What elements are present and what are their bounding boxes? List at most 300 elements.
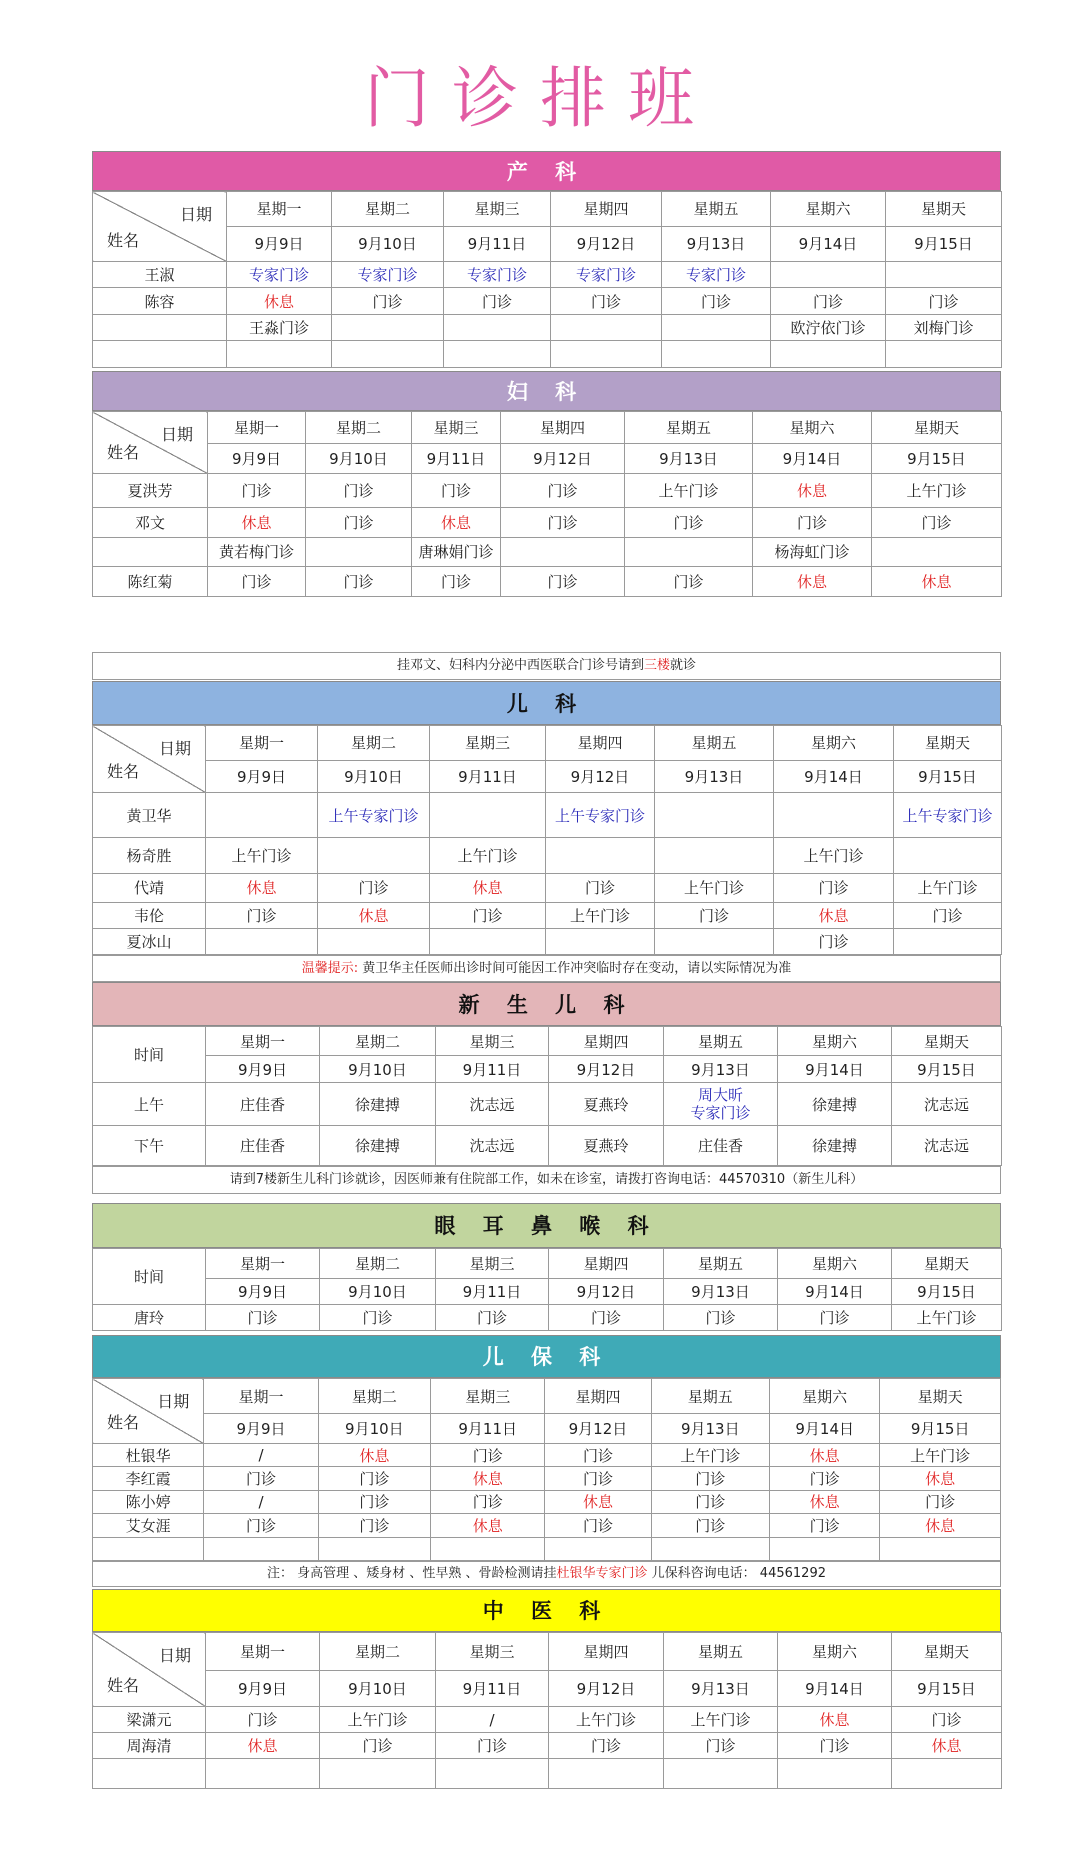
schedule-cell bbox=[892, 1759, 1002, 1789]
weekday-header: 星期五 bbox=[664, 1249, 778, 1279]
schedule-cell: 门诊 bbox=[501, 474, 625, 508]
schedule-cell: 门诊 bbox=[753, 508, 872, 538]
schedule-cell bbox=[431, 1537, 545, 1560]
date-name-corner bbox=[93, 412, 208, 474]
weekday-header: 星期二 bbox=[306, 412, 412, 444]
schedule-cell: 沈志远 bbox=[892, 1083, 1002, 1126]
schedule-cell bbox=[206, 793, 318, 837]
date-header: 9月10日 bbox=[320, 1056, 436, 1083]
date-header: 9月15日 bbox=[894, 760, 1002, 793]
schedule-cell: 沈志远 bbox=[436, 1126, 549, 1166]
name-label: 姓名 bbox=[107, 230, 140, 250]
date-header: 9月11日 bbox=[431, 1414, 545, 1444]
schedule-cell bbox=[430, 928, 546, 954]
child-health-header: 儿 保 科 bbox=[92, 1335, 1001, 1378]
pediatrics-table bbox=[92, 725, 1001, 955]
schedule-cell: 休息 bbox=[431, 1514, 545, 1537]
schedule-cell: 休息 bbox=[227, 288, 332, 315]
schedule-cell bbox=[880, 1537, 1001, 1560]
schedule-cell: 门诊 bbox=[651, 1490, 770, 1513]
schedule-cell: 专家门诊 bbox=[332, 261, 444, 288]
schedule-cell: 休息 bbox=[880, 1467, 1001, 1490]
table-row bbox=[93, 1126, 1002, 1166]
table-row bbox=[93, 1514, 1001, 1537]
doctor-name bbox=[93, 1759, 206, 1789]
weekday-header: 星期天 bbox=[872, 412, 1002, 444]
weekday-header: 星期二 bbox=[318, 1379, 430, 1414]
schedule-cell bbox=[655, 928, 774, 954]
schedule-cell: 门诊 bbox=[431, 1490, 545, 1513]
schedule-cell: 上午门诊 bbox=[549, 1707, 664, 1733]
weekday-header: 星期五 bbox=[625, 412, 753, 444]
schedule-cell bbox=[204, 1537, 318, 1560]
schedule-cell: 门诊 bbox=[651, 1514, 770, 1537]
schedule-cell: 门诊 bbox=[651, 1467, 770, 1490]
page-title: 门诊排班 bbox=[364, 60, 716, 137]
weekday-header: 星期六 bbox=[774, 726, 894, 761]
date-label: 日期 bbox=[160, 425, 193, 444]
schedule-cell bbox=[227, 341, 332, 368]
schedule-cell bbox=[872, 538, 1002, 566]
weekday-header: 星期四 bbox=[546, 726, 655, 761]
schedule-cell: 门诊 bbox=[770, 1467, 880, 1490]
weekday-header: 星期六 bbox=[770, 1379, 880, 1414]
date-header: 9月14日 bbox=[771, 226, 886, 261]
name-label: 姓名 bbox=[107, 762, 140, 782]
date-header: 9月12日 bbox=[549, 1671, 664, 1707]
schedule-cell: 门诊 bbox=[545, 1467, 651, 1490]
schedule-cell bbox=[501, 538, 625, 566]
weekday-header: 星期一 bbox=[206, 1633, 320, 1671]
weekday-header: 星期天 bbox=[892, 1027, 1002, 1056]
date-header: 9月12日 bbox=[501, 443, 625, 473]
schedule-cell: 休息 bbox=[206, 873, 318, 902]
schedule-cell: 上午专家门诊 bbox=[894, 793, 1002, 837]
schedule-cell: 门诊 bbox=[306, 566, 412, 596]
schedule-cell: 休息 bbox=[412, 508, 501, 538]
weekday-header: 星期三 bbox=[436, 1249, 549, 1279]
schedule-cell: 休息 bbox=[892, 1733, 1002, 1759]
schedule-cell: 王淼门诊 bbox=[227, 314, 332, 341]
schedule-cell bbox=[551, 314, 662, 341]
weekday-header: 星期六 bbox=[753, 412, 872, 444]
schedule-cell: 门诊 bbox=[306, 508, 412, 538]
date-header: 9月9日 bbox=[206, 760, 318, 793]
date-header: 9月15日 bbox=[892, 1056, 1002, 1083]
date-header: 9月9日 bbox=[206, 1278, 320, 1305]
schedule-cell: 门诊 bbox=[778, 1305, 892, 1331]
name-label: 姓名 bbox=[107, 1412, 140, 1432]
schedule-cell: 门诊 bbox=[892, 1707, 1002, 1733]
schedule-cell: 门诊 bbox=[444, 288, 551, 315]
schedule-cell: 门诊 bbox=[545, 1514, 651, 1537]
schedule-cell: 唐琳娟门诊 bbox=[412, 538, 501, 566]
date-name-corner bbox=[93, 726, 206, 793]
weekday-header: 星期三 bbox=[436, 1633, 549, 1671]
schedule-cell: / bbox=[204, 1443, 318, 1466]
schedule-cell bbox=[444, 341, 551, 368]
pediatrics-header: 儿 科 bbox=[92, 681, 1001, 725]
schedule-cell: 沈志远 bbox=[892, 1126, 1002, 1166]
schedule-cell: 门诊 bbox=[320, 1305, 436, 1331]
doctor-name: 黄卫华 bbox=[93, 793, 206, 837]
date-header: 9月9日 bbox=[227, 226, 332, 261]
child-health-notice-post: 儿保科咨询电话： 44561292 bbox=[647, 1566, 826, 1581]
date-header: 9月11日 bbox=[436, 1278, 549, 1305]
date-header: 9月15日 bbox=[880, 1414, 1001, 1444]
date-header: 9月12日 bbox=[546, 760, 655, 793]
child-health-notice bbox=[92, 1561, 1001, 1587]
schedule-cell: 专家门诊 bbox=[662, 261, 771, 288]
schedule-cell bbox=[664, 1759, 778, 1789]
weekday-header: 星期三 bbox=[436, 1027, 549, 1056]
date-header: 9月12日 bbox=[551, 226, 662, 261]
weekday-header: 星期二 bbox=[320, 1249, 436, 1279]
schedule-cell: 休息 bbox=[778, 1707, 892, 1733]
schedule-cell: 上午门诊 bbox=[206, 837, 318, 873]
schedule-cell: 门诊 bbox=[436, 1733, 549, 1759]
weekday-header: 星期一 bbox=[206, 1027, 320, 1056]
schedule-cell: 门诊 bbox=[436, 1305, 549, 1331]
doctor-name: 杜银华 bbox=[93, 1443, 204, 1466]
weekday-header: 星期三 bbox=[444, 192, 551, 227]
schedule-cell: 休息 bbox=[774, 902, 894, 928]
date-header: 9月15日 bbox=[886, 226, 1002, 261]
date-header: 9月13日 bbox=[662, 226, 771, 261]
schedule-cell: 沈志远 bbox=[436, 1083, 549, 1126]
weekday-header: 星期三 bbox=[430, 726, 546, 761]
table-row bbox=[93, 1490, 1001, 1513]
schedule-cell bbox=[332, 314, 444, 341]
weekday-header: 星期天 bbox=[892, 1633, 1002, 1671]
table-row bbox=[93, 1467, 1001, 1490]
schedule-cell bbox=[206, 928, 318, 954]
date-header: 9月12日 bbox=[549, 1278, 664, 1305]
date-header: 9月9日 bbox=[206, 1056, 320, 1083]
schedule-cell bbox=[318, 928, 430, 954]
schedule-cell: 上午门诊 bbox=[546, 902, 655, 928]
schedule-cell bbox=[662, 314, 771, 341]
schedule-cell: 休息 bbox=[206, 1733, 320, 1759]
schedule-cell: 门诊 bbox=[545, 1443, 651, 1466]
schedule-cell: 门诊 bbox=[412, 566, 501, 596]
schedule-cell: 夏燕玲 bbox=[549, 1126, 664, 1166]
weekday-header: 星期四 bbox=[545, 1379, 651, 1414]
date-name-corner bbox=[93, 1379, 204, 1444]
schedule-cell: 上午门诊 bbox=[774, 837, 894, 873]
doctor-name bbox=[93, 538, 208, 566]
weekday-header: 星期五 bbox=[655, 726, 774, 761]
date-header: 9月15日 bbox=[892, 1671, 1002, 1707]
schedule-cell: 休息 bbox=[431, 1467, 545, 1490]
date-header: 9月11日 bbox=[444, 226, 551, 261]
table-row bbox=[93, 474, 1002, 508]
schedule-cell: 门诊 bbox=[774, 873, 894, 902]
schedule-cell: 门诊 bbox=[208, 474, 306, 508]
weekday-header: 星期五 bbox=[664, 1027, 778, 1056]
weekday-header: 星期天 bbox=[886, 192, 1002, 227]
schedule-cell: 门诊 bbox=[549, 1733, 664, 1759]
obstetrics-table bbox=[92, 191, 1001, 368]
table-row bbox=[93, 793, 1002, 837]
schedule-cell: 休息 bbox=[208, 508, 306, 538]
schedule-cell: 上午门诊 bbox=[894, 873, 1002, 902]
date-header: 9月13日 bbox=[651, 1414, 770, 1444]
schedule-cell bbox=[894, 928, 1002, 954]
schedule-cell: 夏燕玲 bbox=[549, 1083, 664, 1126]
schedule-cell: 门诊 bbox=[204, 1514, 318, 1537]
weekday-header: 星期六 bbox=[778, 1027, 892, 1056]
schedule-cell: 徐建搏 bbox=[778, 1126, 892, 1166]
schedule-cell bbox=[894, 837, 1002, 873]
date-header: 9月11日 bbox=[412, 443, 501, 473]
time-header: 时间 bbox=[93, 1027, 206, 1083]
schedule-cell bbox=[320, 1759, 436, 1789]
schedule-cell: 门诊 bbox=[880, 1490, 1001, 1513]
schedule-cell: 上午门诊 bbox=[651, 1443, 770, 1466]
pediatrics-tip-label: 温馨提示: bbox=[301, 961, 359, 976]
schedule-cell: 门诊 bbox=[662, 288, 771, 315]
doctor-name: 艾女涯 bbox=[93, 1514, 204, 1537]
date-header: 9月13日 bbox=[664, 1671, 778, 1707]
tcm-header: 中 医 科 bbox=[92, 1589, 1001, 1632]
date-header: 9月9日 bbox=[206, 1671, 320, 1707]
schedule-cell: 门诊 bbox=[625, 508, 753, 538]
schedule-cell: 门诊 bbox=[549, 1305, 664, 1331]
schedule-cell: 门诊 bbox=[770, 1514, 880, 1537]
schedule-cell: 休息 bbox=[318, 902, 430, 928]
schedule-cell: 专家门诊 bbox=[551, 261, 662, 288]
schedule-cell: 门诊 bbox=[625, 566, 753, 596]
date-header: 9月9日 bbox=[204, 1414, 318, 1444]
date-label: 日期 bbox=[158, 739, 191, 758]
ent-table bbox=[92, 1248, 1001, 1331]
date-header: 9月12日 bbox=[545, 1414, 651, 1444]
table-row bbox=[93, 1759, 1002, 1789]
weekday-header: 星期四 bbox=[551, 192, 662, 227]
schedule-cell: 上午门诊 bbox=[625, 474, 753, 508]
neonatal-notice: 请到7楼新生儿科门诊就诊，因医师兼有住院部工作，如未在诊室，请拨打咨询电话：44570310（新生儿科） bbox=[92, 1166, 1001, 1194]
schedule-cell bbox=[886, 261, 1002, 288]
neonatal-table bbox=[92, 1026, 1001, 1166]
date-header: 9月14日 bbox=[770, 1414, 880, 1444]
tcm-table bbox=[92, 1632, 1001, 1788]
floor-notice-pre: 挂邓文、妇科内分泌中西医联合门诊号请到 bbox=[396, 658, 644, 673]
schedule-cell: 门诊 bbox=[318, 873, 430, 902]
schedule-cell bbox=[774, 793, 894, 837]
table-row bbox=[93, 1733, 1002, 1759]
schedule-cell bbox=[444, 314, 551, 341]
schedule-cell bbox=[436, 1759, 549, 1789]
doctor-name: 夏冰山 bbox=[93, 928, 206, 954]
table-row bbox=[93, 508, 1002, 538]
schedule-cell bbox=[206, 1759, 320, 1789]
date-header: 9月13日 bbox=[625, 443, 753, 473]
schedule-cell: 门诊 bbox=[306, 474, 412, 508]
date-header: 9月10日 bbox=[332, 226, 444, 261]
date-header: 9月13日 bbox=[655, 760, 774, 793]
weekday-header: 星期二 bbox=[320, 1027, 436, 1056]
schedule-cell: 门诊 bbox=[208, 566, 306, 596]
schedule-cell: 门诊 bbox=[771, 288, 886, 315]
schedule-cell bbox=[771, 261, 886, 288]
weekday-header: 星期天 bbox=[894, 726, 1002, 761]
table-row bbox=[93, 837, 1002, 873]
schedule-cell: 上午门诊 bbox=[880, 1443, 1001, 1466]
date-header: 9月10日 bbox=[320, 1671, 436, 1707]
weekday-header: 星期五 bbox=[662, 192, 771, 227]
schedule-cell bbox=[546, 837, 655, 873]
schedule-cell bbox=[332, 341, 444, 368]
schedule-cell: 门诊 bbox=[501, 566, 625, 596]
schedule-cell bbox=[771, 341, 886, 368]
table-row bbox=[93, 873, 1002, 902]
weekday-header: 星期二 bbox=[318, 726, 430, 761]
date-header: 9月11日 bbox=[436, 1056, 549, 1083]
date-header: 9月14日 bbox=[778, 1056, 892, 1083]
schedule-cell: 门诊 bbox=[206, 1305, 320, 1331]
schedule-cell: 门诊 bbox=[664, 1733, 778, 1759]
date-header: 9月15日 bbox=[872, 443, 1002, 473]
schedule-cell: 门诊 bbox=[320, 1733, 436, 1759]
child-health-notice-pre: 注： 身高管理 、矮身材 、性早熟 、骨龄检测请挂 bbox=[267, 1566, 557, 1581]
table-row bbox=[93, 1305, 1002, 1331]
child-health-notice-red: 杜银华专家门诊 bbox=[556, 1566, 648, 1581]
weekday-header: 星期六 bbox=[771, 192, 886, 227]
weekday-header: 星期一 bbox=[227, 192, 332, 227]
floor-notice-red: 三楼 bbox=[643, 658, 670, 673]
schedule-cell: 上午门诊 bbox=[872, 474, 1002, 508]
schedule-cell: 门诊 bbox=[332, 288, 444, 315]
date-header: 9月14日 bbox=[778, 1671, 892, 1707]
schedule-cell bbox=[770, 1537, 880, 1560]
weekday-header: 星期天 bbox=[892, 1249, 1002, 1279]
weekday-header: 星期天 bbox=[880, 1379, 1001, 1414]
date-header: 9月10日 bbox=[318, 1414, 430, 1444]
schedule-cell: 庄佳香 bbox=[206, 1126, 320, 1166]
schedule-cell: 门诊 bbox=[318, 1467, 430, 1490]
schedule-cell: 门诊 bbox=[318, 1514, 430, 1537]
schedule-cell: 门诊 bbox=[431, 1443, 545, 1466]
schedule-cell bbox=[886, 341, 1002, 368]
schedule-cell: 上午门诊 bbox=[430, 837, 546, 873]
date-header: 9月12日 bbox=[549, 1056, 664, 1083]
schedule-cell: 上午专家门诊 bbox=[318, 793, 430, 837]
schedule-cell bbox=[546, 928, 655, 954]
weekday-header: 星期三 bbox=[431, 1379, 545, 1414]
weekday-header: 星期三 bbox=[412, 412, 501, 444]
date-name-corner bbox=[93, 1633, 206, 1707]
schedule-cell: 门诊 bbox=[872, 508, 1002, 538]
doctor-name: 夏洪芳 bbox=[93, 474, 208, 508]
obstetrics-header: 产 科 bbox=[92, 151, 1001, 191]
schedule-cell: 门诊 bbox=[551, 288, 662, 315]
schedule-cell: 庄佳香 bbox=[664, 1126, 778, 1166]
schedule-cell: 门诊 bbox=[318, 1490, 430, 1513]
weekday-header: 星期一 bbox=[208, 412, 306, 444]
schedule-cell: 欧泞依门诊 bbox=[771, 314, 886, 341]
weekday-header: 星期六 bbox=[778, 1633, 892, 1671]
doctor-name bbox=[93, 314, 227, 341]
doctor-name: 陈红菊 bbox=[93, 566, 208, 596]
date-header: 9月10日 bbox=[306, 443, 412, 473]
schedule-cell: 专家门诊 bbox=[444, 261, 551, 288]
schedule-cell: 上午专家门诊 bbox=[546, 793, 655, 837]
schedule-cell: 徐建搏 bbox=[320, 1083, 436, 1126]
doctor-name: 王淑 bbox=[93, 261, 227, 288]
schedule-cell: 休息 bbox=[770, 1490, 880, 1513]
schedule-cell bbox=[545, 1537, 651, 1560]
table-row bbox=[93, 1537, 1001, 1560]
schedule-cell: 休息 bbox=[880, 1514, 1001, 1537]
doctor-name: 邓文 bbox=[93, 508, 208, 538]
schedule-cell bbox=[778, 1759, 892, 1789]
weekday-header: 星期四 bbox=[501, 412, 625, 444]
doctor-name bbox=[93, 1537, 204, 1560]
schedule-cell: 门诊 bbox=[774, 928, 894, 954]
schedule-cell: 上午门诊 bbox=[655, 873, 774, 902]
doctor-name: 陈小婷 bbox=[93, 1490, 204, 1513]
schedule-cell bbox=[655, 793, 774, 837]
schedule-cell: 专家门诊 bbox=[227, 261, 332, 288]
weekday-header: 星期一 bbox=[206, 726, 318, 761]
name-label: 姓名 bbox=[107, 1676, 140, 1695]
table-row bbox=[93, 902, 1002, 928]
weekday-header: 星期四 bbox=[549, 1633, 664, 1671]
doctor-name: 下午 bbox=[93, 1126, 206, 1166]
schedule-cell bbox=[625, 538, 753, 566]
schedule-cell: 门诊 bbox=[204, 1467, 318, 1490]
doctor-name: 杨奇胜 bbox=[93, 837, 206, 873]
schedule-cell: 上午门诊 bbox=[892, 1305, 1002, 1331]
weekday-header: 星期五 bbox=[664, 1633, 778, 1671]
doctor-name: 梁潇元 bbox=[93, 1707, 206, 1733]
doctor-name: 周海清 bbox=[93, 1733, 206, 1759]
date-header: 9月13日 bbox=[664, 1278, 778, 1305]
child-health-table bbox=[92, 1378, 1001, 1561]
date-header: 9月10日 bbox=[320, 1278, 436, 1305]
schedule-cell: 上午门诊 bbox=[320, 1707, 436, 1733]
schedule-cell bbox=[306, 538, 412, 566]
schedule-cell: 门诊 bbox=[655, 902, 774, 928]
date-header: 9月9日 bbox=[208, 443, 306, 473]
date-header: 9月14日 bbox=[778, 1278, 892, 1305]
table-row bbox=[93, 538, 1002, 566]
schedule-cell: 门诊 bbox=[206, 902, 318, 928]
date-header: 9月13日 bbox=[664, 1056, 778, 1083]
date-name-corner bbox=[93, 192, 227, 262]
schedule-cell: 门诊 bbox=[501, 508, 625, 538]
schedule-cell bbox=[662, 341, 771, 368]
floor-notice bbox=[92, 652, 1001, 680]
schedule-cell bbox=[318, 837, 430, 873]
doctor-name: 陈容 bbox=[93, 288, 227, 315]
date-header: 9月14日 bbox=[753, 443, 872, 473]
table-row bbox=[93, 928, 1002, 954]
gynecology-header: 妇 科 bbox=[92, 371, 1001, 411]
table-row bbox=[93, 1083, 1002, 1126]
date-header: 9月10日 bbox=[318, 760, 430, 793]
schedule-cell: 上午门诊 bbox=[664, 1707, 778, 1733]
table-row bbox=[93, 341, 1002, 368]
table-row bbox=[93, 1443, 1001, 1466]
date-label: 日期 bbox=[158, 1646, 191, 1665]
weekday-header: 星期四 bbox=[549, 1027, 664, 1056]
schedule-cell: 休息 bbox=[872, 566, 1002, 596]
date-label: 日期 bbox=[157, 1392, 190, 1411]
date-header: 9月11日 bbox=[436, 1671, 549, 1707]
pediatrics-tip bbox=[92, 955, 1001, 982]
